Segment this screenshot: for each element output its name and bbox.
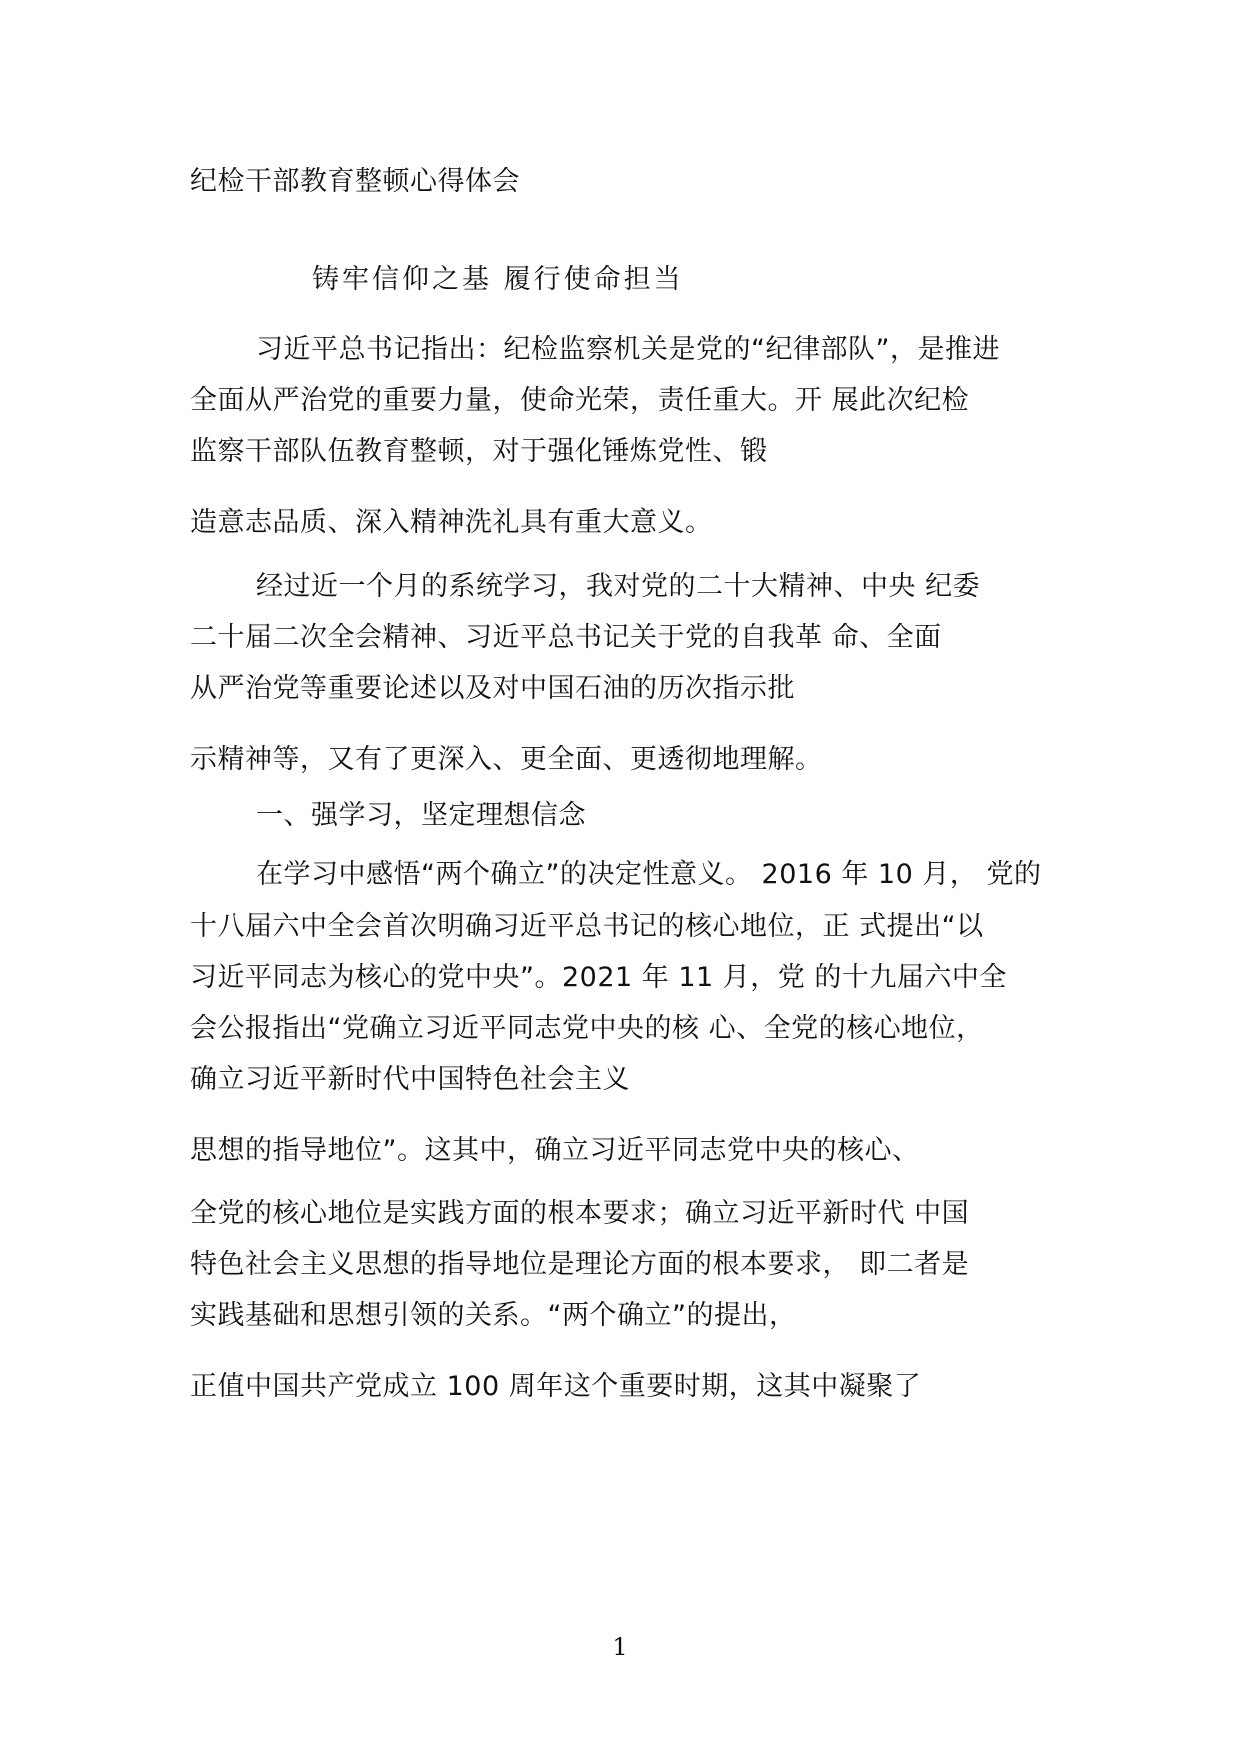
article-heading: 铸牢信仰之基 履行使命担当 bbox=[312, 264, 684, 295]
paragraph-line: 从严治党等重要论述以及对中国石油的历次指示批 bbox=[190, 673, 795, 704]
paragraph-line: 造意志品质、深入精神洗礼具有重大意义。 bbox=[190, 507, 713, 538]
paragraph-line: 确立习近平新时代中国特色社会主义 bbox=[190, 1064, 630, 1095]
paragraph-line: 二十届二次全会精神、习近平总书记关于党的自我革 命、全面 bbox=[190, 622, 942, 653]
paragraph-line: 经过近一个月的系统学习，我对党的二十大精神、中央 纪委 bbox=[256, 571, 981, 602]
section-heading: 一、强学习，坚定理想信念 bbox=[256, 800, 586, 831]
paragraph-line: 习近平同志为核心的党中央”。2021 年 11 月，党 的十九届六中全 bbox=[190, 962, 1007, 993]
paragraph-line: 特色社会主义思想的指导地位是理论方面的根本要求， 即二者是 bbox=[190, 1249, 970, 1280]
paragraph-line: 全面从严治党的重要力量，使命光荣，责任重大。开 展此次纪检 bbox=[190, 385, 970, 416]
paragraph-line: 全党的核心地位是实践方面的根本要求；确立习近平新时代 中国 bbox=[190, 1198, 970, 1229]
paragraph-line: 实践基础和思想引领的关系。“两个确立”的提出， bbox=[190, 1300, 797, 1331]
paragraph-line: 在学习中感悟“两个确立”的决定性意义。 2016 年 10 月， 党的 bbox=[256, 859, 1042, 890]
paragraph-line: 习近平总书记指出：纪检监察机关是党的“纪律部队”，是推进 bbox=[256, 334, 1000, 365]
page-number: 1 bbox=[612, 1633, 628, 1661]
paragraph-line: 监察干部队伍教育整顿，对于强化锤炼党性、锻 bbox=[190, 436, 768, 467]
document-title: 纪检干部教育整顿心得体会 bbox=[190, 166, 520, 197]
paragraph-line: 思想的指导地位”。这其中，确立习近平同志党中央的核心、 bbox=[190, 1135, 920, 1166]
paragraph-line: 会公报指出“党确立习近平同志党中央的核 心、全党的核心地位， bbox=[190, 1013, 984, 1044]
paragraph-line: 十八届六中全会首次明确习近平总书记的核心地位，正 式提出“以 bbox=[190, 911, 984, 942]
paragraph-line: 正值中国共产党成立 100 周年这个重要时期，这其中凝聚了 bbox=[190, 1371, 922, 1402]
paragraph-line: 示精神等，又有了更深入、更全面、更透彻地理解。 bbox=[190, 744, 823, 775]
